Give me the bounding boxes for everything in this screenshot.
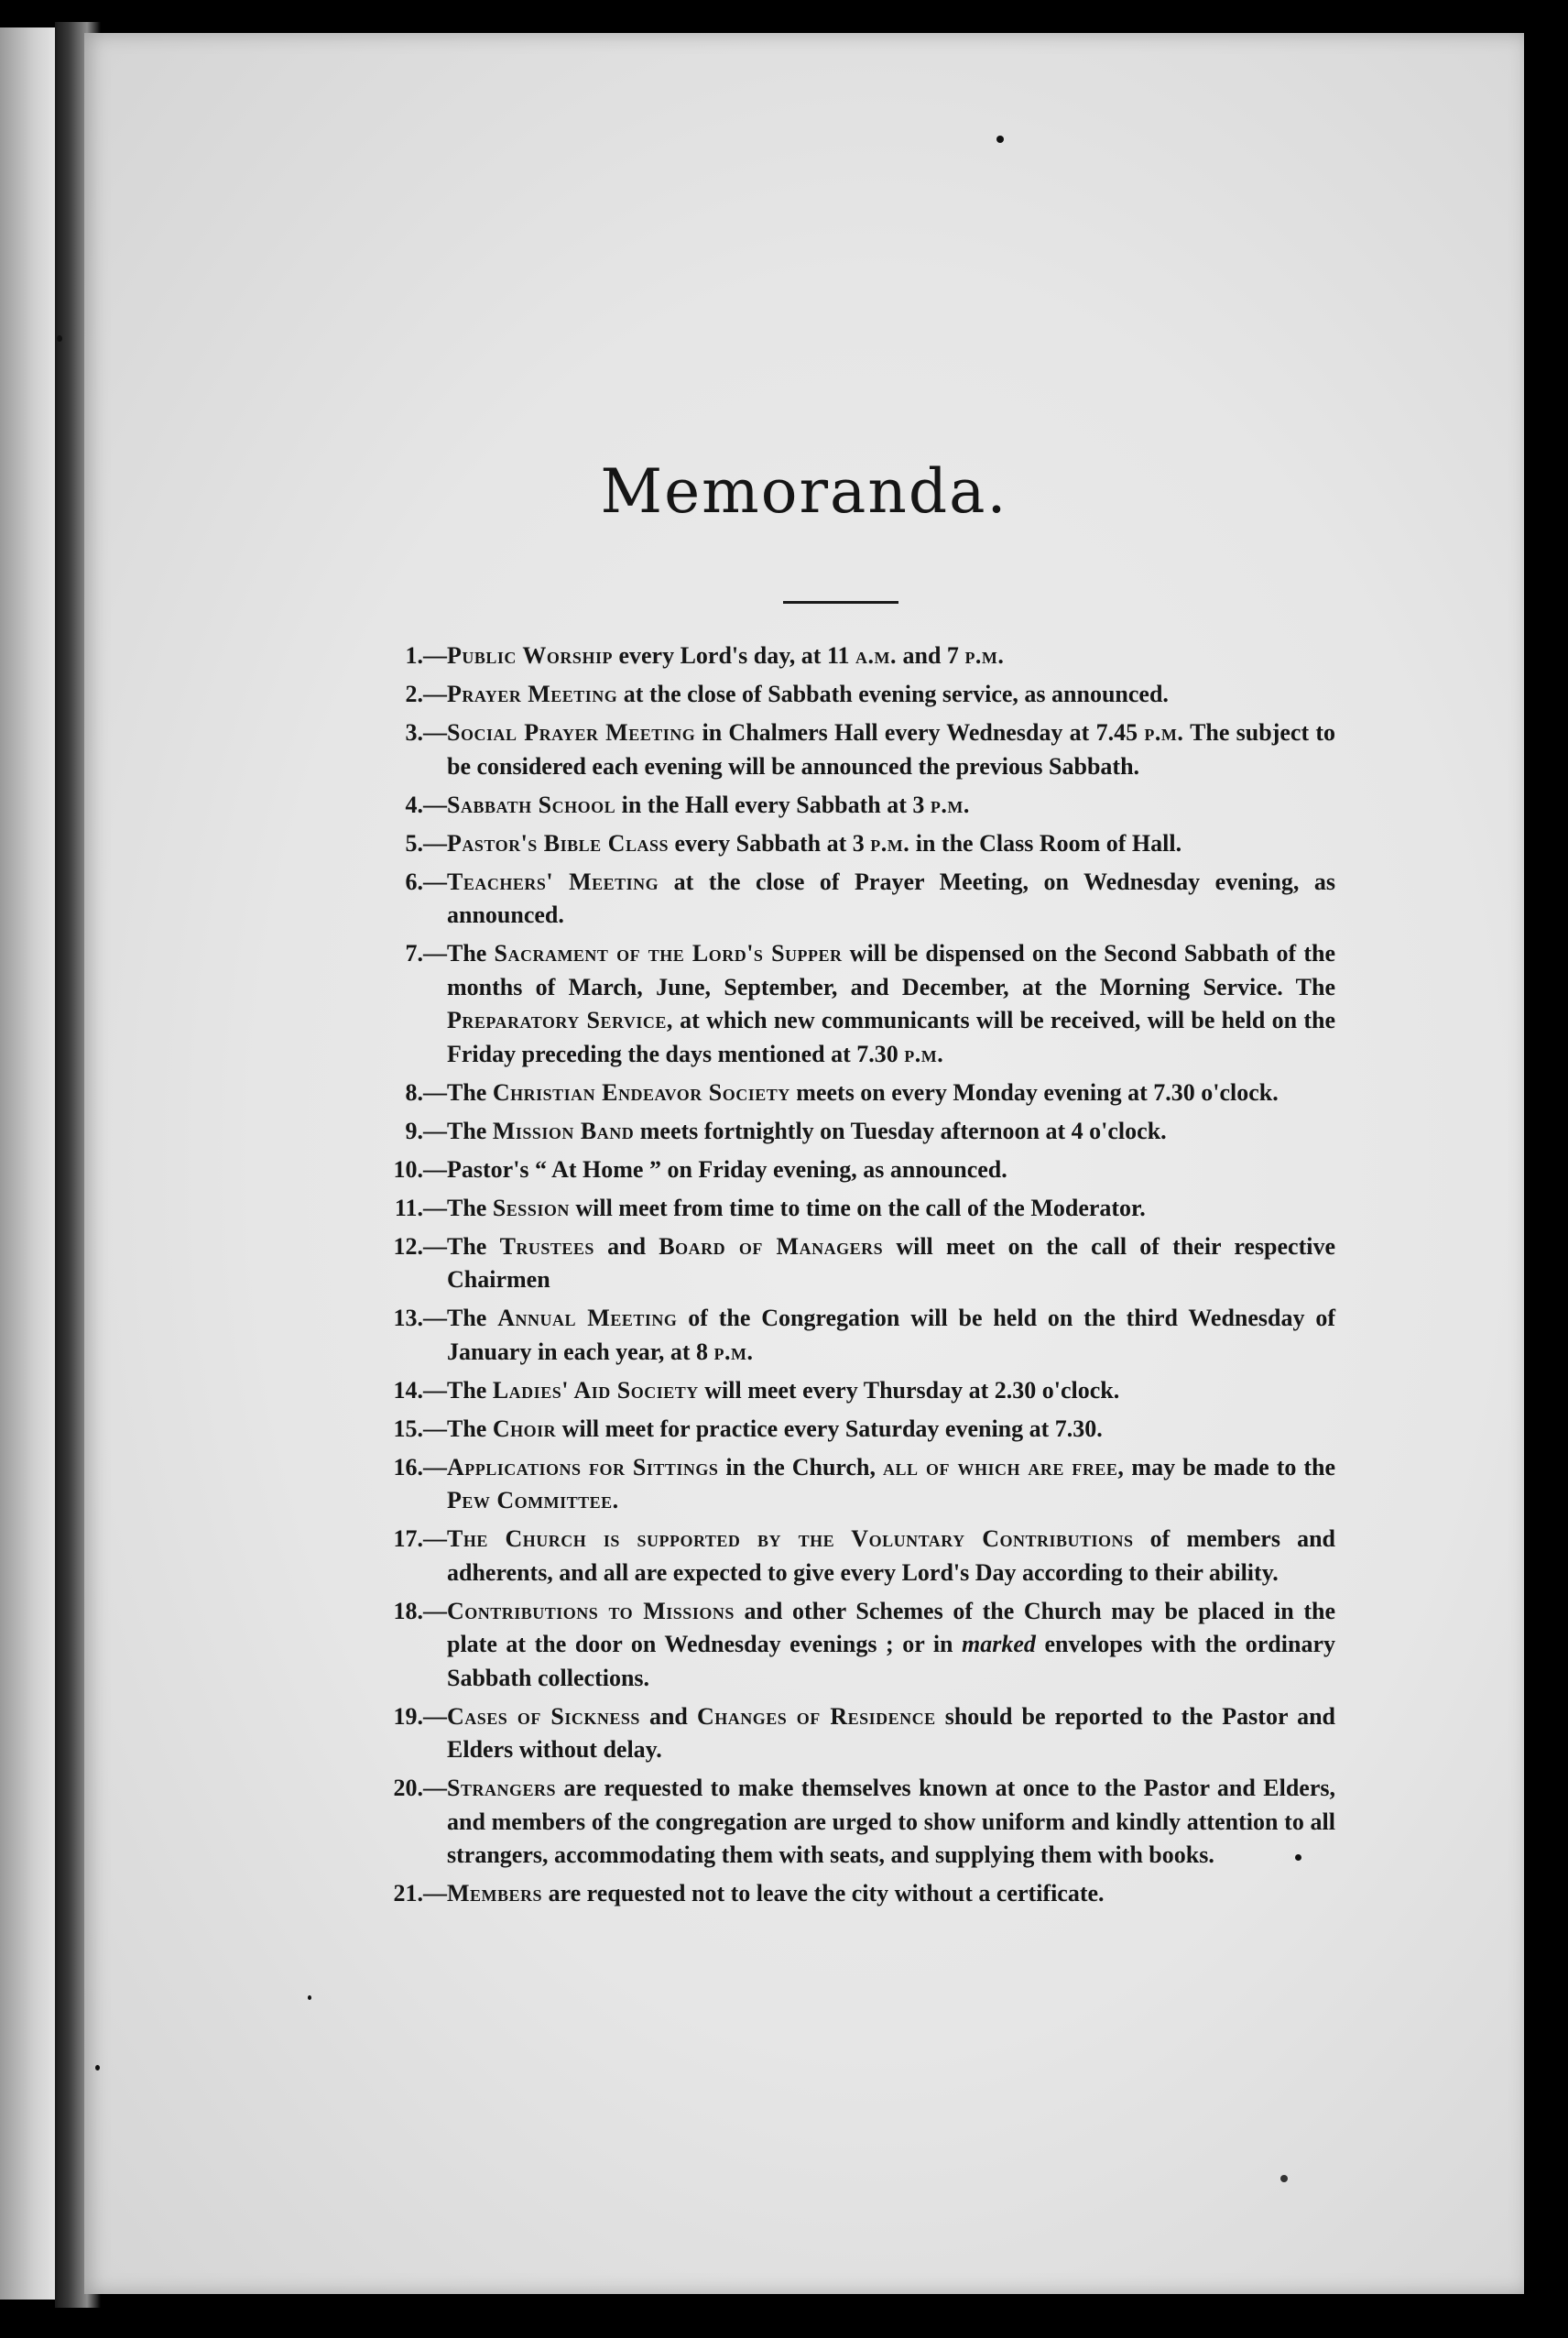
memorandum-item — [350, 1115, 1335, 1149]
memorandum-item — [350, 1192, 1335, 1226]
text-run: should be reported to the Pastor and Elders without delay. — [447, 1702, 1335, 1763]
memorandum-item — [350, 789, 1335, 823]
memorandum-item — [350, 1413, 1335, 1447]
small-caps-phrase: Annual Meeting — [497, 1305, 678, 1331]
small-caps-phrase: Social Prayer Meeting — [447, 719, 696, 746]
item-dash: — — [423, 1525, 447, 1552]
text-run: The — [447, 1415, 493, 1442]
item-number: 17. — [393, 1525, 423, 1552]
small-caps-phrase: Applications for Sittings — [447, 1453, 719, 1480]
memorandum-item — [350, 639, 1335, 673]
text-run: are requested to make themselves known at once to the Pastor and Elders, and members of the congregation are urged to show uniform and kindly attention to all strangers, accommodating them with seats, and supplying them with books. — [447, 1775, 1335, 1868]
text-run: envelopes with the ordinary Sabbath collections. — [447, 1631, 1335, 1691]
text-run: will meet from time to time on the call of the Moderator. — [569, 1194, 1146, 1221]
text-run: at which new communicants will be received, will be held on the Friday preceding the days mentioned at 7.30 — [447, 1007, 1335, 1067]
text-run: The — [447, 1078, 493, 1106]
item-number: 3. — [405, 719, 423, 746]
page-title: Memoranda. — [600, 456, 1008, 527]
text-run: The subject to be considered each evening will be announced the previous Sabbath. — [447, 719, 1336, 780]
item-text — [447, 866, 1335, 933]
item-number: 14. — [393, 1376, 423, 1404]
small-caps-phrase: Sabbath School — [447, 791, 616, 818]
item-number: 13. — [393, 1305, 423, 1331]
item-dash: — — [423, 1453, 447, 1480]
item-number: 6. — [405, 868, 423, 895]
item-number: 20. — [393, 1775, 423, 1801]
small-caps-phrase: Public Worship — [447, 642, 613, 669]
small-caps-phrase: Choir — [492, 1415, 557, 1442]
text-run: The — [447, 1194, 493, 1221]
small-caps-phrase: Teachers' Meeting — [447, 868, 659, 895]
small-caps-phrase: Strangers — [447, 1775, 556, 1801]
ink-speck — [308, 1995, 311, 2000]
item-number: 21. — [393, 1880, 423, 1906]
item-number: 2. — [405, 681, 423, 707]
item-text — [447, 827, 1335, 861]
text-run: at the close of Sabbath evening service, as announced. — [617, 681, 1169, 707]
item-dash: — — [423, 1232, 447, 1260]
memoranda-page — [84, 33, 1524, 2294]
text-run: in the Class Room of Hall. — [909, 829, 1182, 857]
item-text — [447, 1451, 1335, 1518]
title-rule — [783, 601, 898, 604]
item-text — [447, 789, 1335, 823]
memorandum-item — [350, 827, 1335, 861]
item-text — [447, 1877, 1335, 1911]
item-text — [447, 1772, 1335, 1873]
item-text — [447, 1700, 1335, 1767]
text-run: will meet every Thursday at 2.30 o'clock. — [698, 1376, 1120, 1404]
memorandum-item — [350, 1595, 1335, 1696]
italic-phrase: marked — [962, 1631, 1036, 1657]
ink-speck — [57, 335, 62, 342]
item-dash: — — [423, 1194, 447, 1221]
small-caps-phrase: p.m. — [870, 829, 910, 857]
small-caps-phrase: Pew Committee. — [447, 1487, 619, 1513]
text-run: of the Congregation will be held on the third Wednesday of January in each year, at 8 — [447, 1305, 1336, 1365]
item-number: 15. — [393, 1415, 423, 1442]
text-run: meets fortnightly on Tuesday afternoon at 4 o'clock. — [634, 1117, 1167, 1144]
item-text — [447, 1374, 1335, 1408]
small-caps-phrase: Changes of Residence — [696, 1702, 936, 1730]
item-text — [447, 1076, 1335, 1110]
item-text — [447, 639, 1335, 673]
item-dash: — — [423, 1702, 447, 1730]
item-dash: — — [423, 829, 447, 857]
item-dash: — — [423, 1880, 447, 1906]
text-run: are requested not to leave the city without a certificate. — [542, 1880, 1105, 1906]
item-text — [447, 1413, 1335, 1447]
item-text — [447, 937, 1335, 1071]
memorandum-item — [350, 1700, 1335, 1767]
item-number: 19. — [393, 1702, 423, 1730]
item-text — [447, 1595, 1335, 1696]
item-text — [447, 1192, 1335, 1226]
text-run: The — [447, 940, 495, 967]
memorandum-item — [350, 1523, 1335, 1590]
memorandum-item — [350, 1451, 1335, 1518]
item-dash: — — [423, 1305, 447, 1331]
small-caps-phrase: Board of Managers — [659, 1232, 884, 1260]
item-text — [447, 1523, 1335, 1590]
text-run: and 7 — [897, 642, 965, 669]
item-number: 11. — [394, 1194, 423, 1221]
text-run: of members and adherents, and all are expected to give every Lord's Day according to their ability. — [447, 1525, 1336, 1586]
item-text — [447, 678, 1335, 712]
item-dash: — — [423, 1415, 447, 1442]
item-dash: — — [423, 642, 447, 669]
item-dash: — — [423, 1775, 447, 1801]
small-caps-phrase: p.m. — [1144, 719, 1184, 746]
ink-speck — [996, 136, 1004, 143]
item-number: 7. — [405, 940, 423, 967]
text-run: and other Schemes of the Church may be placed in the plate at the door on Wednesday evenings ; or in — [447, 1597, 1336, 1657]
ink-speck — [1280, 2175, 1288, 2182]
item-text — [447, 716, 1335, 783]
text-run: will meet on the call of their respective Chairmen — [447, 1232, 1336, 1293]
item-number: 12. — [393, 1232, 423, 1260]
memorandum-item — [350, 866, 1335, 933]
text-run: in Chalmers Hall every Wednesday at 7.45 — [695, 719, 1145, 746]
memorandum-item — [350, 1076, 1335, 1110]
text-run: and — [639, 1702, 697, 1730]
item-dash: — — [423, 719, 447, 746]
item-number: 1. — [405, 642, 423, 669]
memorandum-item — [350, 1230, 1335, 1297]
item-number: 16. — [393, 1453, 423, 1480]
small-caps-phrase: Contributions to Missions — [447, 1597, 735, 1624]
small-caps-phrase: Christian Endeavor Society — [492, 1078, 790, 1106]
small-caps-phrase: Ladies' Aid Society — [492, 1376, 699, 1404]
text-run: The — [447, 1232, 500, 1260]
text-run: will meet for practice every Saturday evening at 7.30. — [556, 1415, 1103, 1442]
text-run: every Sabbath at 3 — [668, 829, 871, 857]
ink-speck — [95, 2065, 100, 2070]
small-caps-phrase: Trustees — [499, 1232, 594, 1260]
small-caps-phrase: all of which are free, — [882, 1453, 1125, 1480]
item-number: 4. — [405, 791, 423, 818]
item-number: 5. — [405, 829, 423, 857]
text-run: every Lord's day, at 11 — [612, 642, 856, 669]
small-caps-phrase: The Church is supported by the Voluntary Contributions — [447, 1525, 1134, 1552]
small-caps-phrase: p.m. — [904, 1040, 944, 1067]
text-run: The — [447, 1117, 493, 1144]
small-caps-phrase: a.m. — [855, 642, 898, 669]
small-caps-phrase: Sacrament of the Lord's Supper — [494, 940, 843, 967]
item-dash: — — [423, 940, 447, 967]
item-dash: — — [423, 791, 447, 818]
item-number: 9. — [405, 1117, 423, 1144]
item-number: 18. — [393, 1597, 423, 1624]
text-run: meets on every Monday evening at 7.30 o'clock. — [789, 1078, 1279, 1106]
item-number: 10. — [393, 1155, 423, 1183]
small-caps-phrase: p.m. — [930, 791, 970, 818]
item-text — [447, 1115, 1335, 1149]
small-caps-phrase: p.m. — [713, 1338, 754, 1365]
memorandum-item — [350, 937, 1335, 1071]
text-run: in the Hall every Sabbath at 3 — [615, 791, 931, 818]
item-dash: — — [423, 1117, 447, 1144]
item-dash: — — [423, 1376, 447, 1404]
memorandum-item — [350, 716, 1335, 783]
text-run: The — [447, 1376, 493, 1404]
memorandum-item — [350, 1374, 1335, 1408]
memorandum-item — [350, 1153, 1335, 1187]
item-number: 8. — [405, 1078, 423, 1106]
item-dash: — — [423, 1155, 447, 1183]
item-dash: — — [423, 868, 447, 895]
small-caps-phrase: p.m. — [964, 642, 1005, 669]
text-run: and — [593, 1232, 659, 1260]
small-caps-phrase: Members — [447, 1880, 543, 1906]
text-run: The — [447, 1305, 498, 1331]
small-caps-phrase: Session — [492, 1194, 570, 1221]
text-run: at the close of Prayer Meeting, on Wednesday evening, as announced. — [447, 868, 1335, 928]
small-caps-phrase: Pastor's Bible Class — [447, 829, 669, 857]
small-caps-phrase: Preparatory Service, — [447, 1007, 673, 1033]
item-text — [447, 1302, 1335, 1369]
memoranda-list — [350, 639, 1335, 1916]
item-dash: — — [423, 681, 447, 707]
memorandum-item — [350, 678, 1335, 712]
memorandum-item — [350, 1877, 1335, 1911]
small-caps-phrase: Mission Band — [492, 1117, 635, 1144]
text-run: Pastor's “ At Home ” on Friday evening, as announced. — [447, 1155, 1007, 1183]
item-text — [447, 1153, 1335, 1187]
item-dash: — — [423, 1078, 447, 1106]
small-caps-phrase: Cases of Sickness — [447, 1702, 640, 1730]
text-run: will be dispensed on the Second Sabbath of the months of March, June, September, and December, at the Morning Service. The — [447, 940, 1335, 1000]
memorandum-item — [350, 1302, 1335, 1369]
item-dash: — — [423, 1597, 447, 1624]
item-text — [447, 1230, 1335, 1297]
facing-page-edge — [0, 27, 57, 2300]
text-run: in the Church, — [718, 1453, 883, 1480]
small-caps-phrase: Prayer Meeting — [447, 681, 618, 707]
memorandum-item — [350, 1772, 1335, 1873]
text-run: may be made to the — [1124, 1453, 1335, 1480]
